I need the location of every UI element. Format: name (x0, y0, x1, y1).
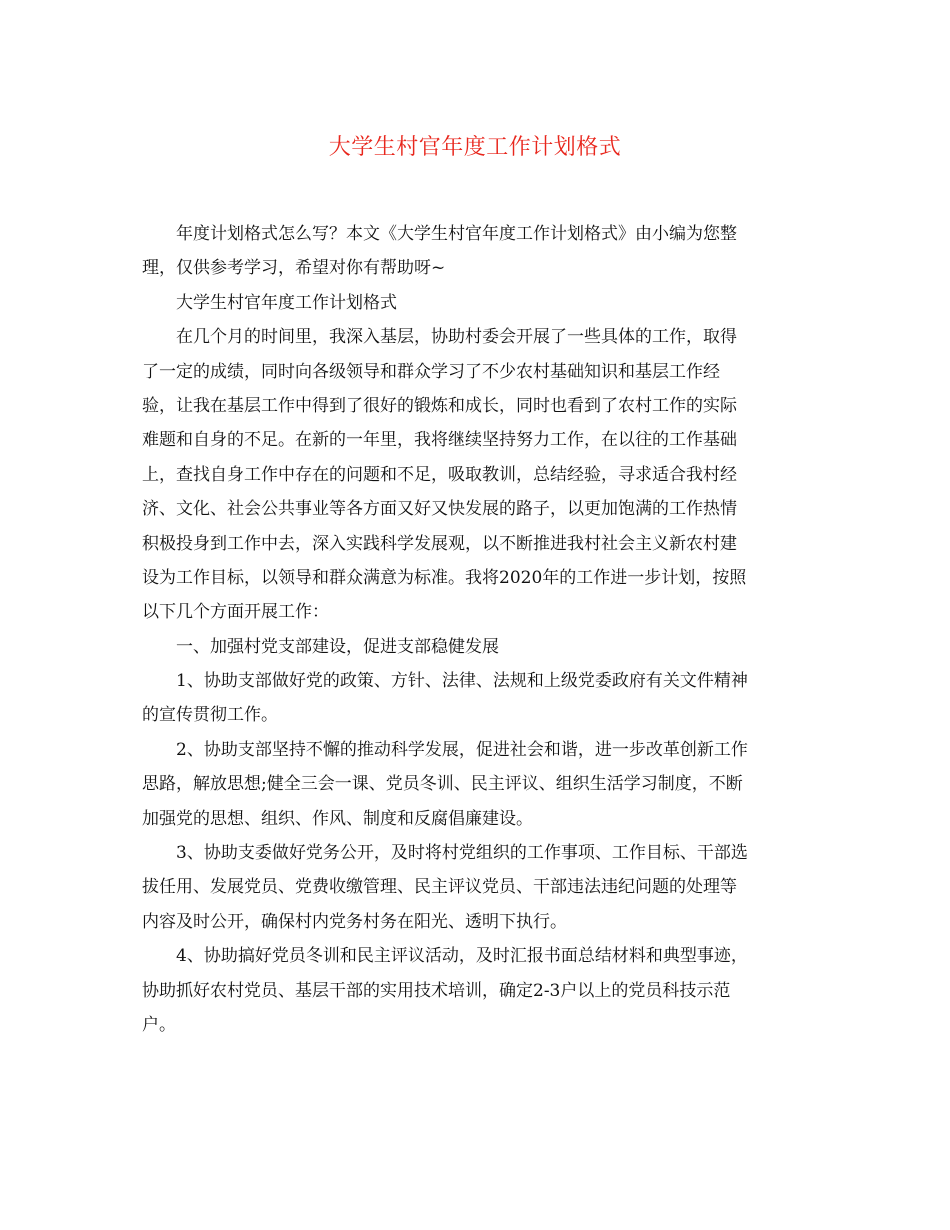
text-line: 理，仅供参考学习，希望对你有帮助呀~ (142, 258, 446, 279)
text-line: 设为工作目标，以领导和群众满意为标准。我将2020年的工作进一步计划，按照 (142, 567, 747, 588)
text-line: 了一定的成绩，同时向各级领导和群众学习了不少农村基础知识和基层工作经 (142, 361, 720, 382)
document-title: 大学生村官年度工作计划格式 (328, 135, 622, 160)
text-line: 1、协助支部做好党的政策、方针、法律、法规和上级党委政府有关文件精神 (142, 671, 748, 692)
text-line: 2、协助支部坚持不懈的推动科学发展，促进社会和谐，进一步改革创新工作 (142, 739, 748, 760)
document-body (142, 217, 807, 1042)
text-line: 协助抓好农村党员、基层干部的实用技术培训，确定2-3户以上的党员科技示范 (142, 980, 731, 1001)
text-line: 户。 (142, 1014, 176, 1035)
text-line: 大学生村官年度工作计划格式 (142, 292, 397, 313)
text-line: 济、文化、社会公共事业等各方面又好又快发展的路子，以更加饱满的工作热情 (142, 499, 737, 520)
text-line: 难题和自身的不足。在新的一年里，我将继续坚持努力工作，在以往的工作基础 (142, 430, 737, 451)
text-line: 拔任用、发展党员、党费收缴管理、民主评议党员、干部违法违纪问题的处理等 (142, 877, 737, 898)
text-line: 的宣传贯彻工作。 (142, 705, 278, 726)
text-line: 验，让我在基层工作中得到了很好的锻炼和成长，同时也看到了农村工作的实际 (142, 395, 737, 416)
text-line: 以下几个方面开展工作： (142, 602, 329, 623)
text-line: 一、加强村党支部建设，促进支部稳健发展 (142, 636, 499, 657)
text-line: 积极投身到工作中去，深入实践科学发展观，以不断推进我村社会主义新农村建 (142, 533, 737, 554)
text-line: 上，查找自身工作中存在的问题和不足，吸取教训，总结经验，寻求适合我村经 (142, 464, 737, 485)
text-line: 4、协助搞好党员冬训和民主评议活动，及时汇报书面总结材料和典型事迹， (142, 946, 748, 967)
text-line: 年度计划格式怎么写？本文《大学生村官年度工作计划格式》由小编为您整 (142, 224, 737, 244)
text-line: 在几个月的时间里，我深入基层，协助村委会开展了一些具体的工作，取得 (142, 327, 737, 348)
text-line: 3、协助支委做好党务公开，及时将村党组织的工作事项、工作目标、干部选 (142, 843, 748, 864)
text-line: 内容及时公开，确保村内党务村务在阳光、透明下执行。 (142, 911, 567, 932)
text-line: 加强党的思想、组织、作风、制度和反腐倡廉建设。 (142, 808, 533, 829)
text-line: 思路，解放思想;健全三会一课、党员冬训、民主评议、组织生活学习制度，不断 (142, 774, 743, 795)
